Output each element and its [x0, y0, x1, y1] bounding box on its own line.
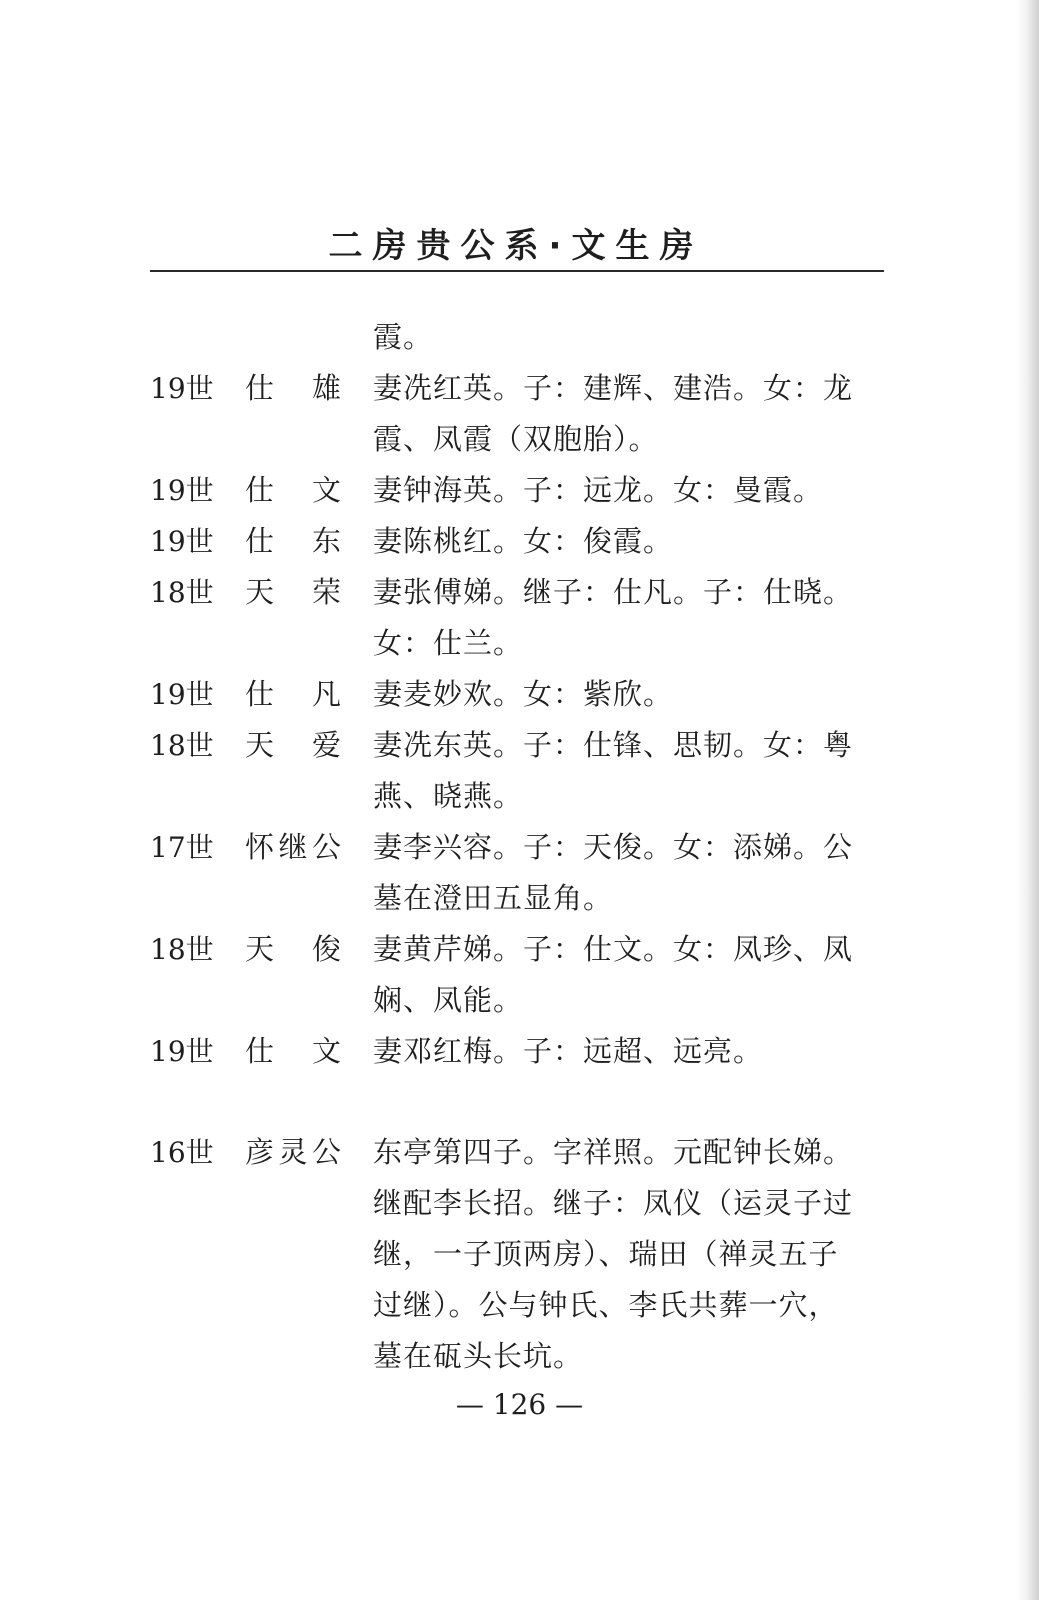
genealogy-entries	[150, 312, 885, 1382]
description-line: 妻陈桃红。女：俊霞。	[373, 524, 674, 558]
genealogy-entry	[150, 822, 885, 924]
name-char: 俊	[311, 932, 341, 966]
generation-label: 19世	[150, 525, 214, 558]
entry-description	[373, 1026, 885, 1077]
page-header-title: 二房贵公系·文生房	[328, 226, 704, 266]
name-char: 仕	[245, 524, 275, 558]
description-line: 墓在澄田五显角。	[373, 881, 614, 915]
description-line: 霞。	[373, 320, 434, 354]
description-line: 妻邓红梅。子：远超、远亮。	[373, 1034, 764, 1068]
genealogy-entry	[150, 669, 885, 720]
name-char: 天	[245, 932, 275, 966]
name-char: 荣	[311, 575, 341, 609]
description-line: 东亭第四子。字祥照。元配钟长娣。	[373, 1135, 854, 1169]
page-edge-shadow	[1017, 0, 1039, 1600]
name-char: 文	[311, 1034, 341, 1068]
entry-description	[373, 720, 885, 822]
continuation-entry	[150, 312, 885, 363]
person-name	[245, 720, 341, 771]
generation-label: 19世	[150, 1035, 214, 1068]
entry-description	[373, 363, 885, 465]
person-name	[245, 516, 341, 567]
description-line: 女：仕兰。	[373, 626, 524, 660]
description-line: 继配李长招。继子：凤仪（运灵子过	[373, 1186, 854, 1220]
entry-description	[373, 1127, 885, 1382]
name-char: 雄	[311, 371, 341, 405]
description-line: 墓在砙头长坑。	[373, 1339, 584, 1373]
header-divider	[150, 270, 884, 272]
person-name	[245, 1127, 341, 1178]
genealogy-entry	[150, 924, 885, 1026]
generation-label: 18世	[150, 729, 214, 762]
entry-description	[373, 669, 885, 720]
genealogy-entry	[150, 567, 885, 669]
name-char: 继	[278, 830, 308, 864]
person-name	[245, 924, 341, 975]
name-char: 彦	[245, 1135, 275, 1169]
entry-description	[373, 516, 885, 567]
person-name	[245, 669, 341, 720]
name-char: 天	[245, 575, 275, 609]
description-line: 妻冼红英。子：建辉、建浩。女：龙	[373, 371, 854, 405]
name-char: 凡	[311, 677, 341, 711]
entry-description	[373, 465, 885, 516]
generation-label: 18世	[150, 933, 214, 966]
name-char: 文	[311, 473, 341, 507]
name-char: 仕	[245, 371, 275, 405]
name-char: 怀	[245, 830, 275, 864]
name-char: 东	[311, 524, 341, 558]
description-line: 继，一子顶两房）、瑞田（禅灵五子	[373, 1237, 839, 1271]
page-number: — 126 —	[455, 1388, 584, 1421]
name-char: 天	[245, 728, 275, 762]
genealogy-entry	[150, 1127, 885, 1382]
generation-label: 16世	[150, 1136, 214, 1169]
description-line: 燕、晓燕。	[373, 779, 524, 813]
name-char: 仕	[245, 677, 275, 711]
name-char: 公	[311, 830, 341, 864]
description-line: 娴、凤能。	[373, 983, 524, 1017]
generation-label: 17世	[150, 831, 214, 864]
generation-label: 19世	[150, 372, 214, 405]
name-char: 公	[311, 1135, 341, 1169]
generation-label: 19世	[150, 678, 214, 711]
description-line: 妻钟海英。子：远龙。女：曼霞。	[373, 473, 824, 507]
description-line: 妻黄芹娣。子：仕文。女：凤珍、凤	[373, 932, 854, 966]
person-name	[245, 822, 341, 873]
genealogy-entry	[150, 465, 885, 516]
genealogy-entry	[150, 516, 885, 567]
name-char: 爱	[311, 728, 341, 762]
genealogy-entry	[150, 1026, 885, 1077]
person-name	[245, 567, 341, 618]
genealogy-entry	[150, 363, 885, 465]
person-name	[245, 465, 341, 516]
entry-description	[373, 567, 885, 669]
entry-description	[373, 312, 885, 363]
entry-description	[373, 822, 885, 924]
description-line: 过继）。公与钟氏、李氏共葬一穴，	[373, 1288, 839, 1322]
description-line: 妻冼东英。子：仕锋、思韧。女：粤	[373, 728, 854, 762]
description-line: 妻麦妙欢。女：紫欣。	[373, 677, 674, 711]
person-name	[245, 1026, 341, 1077]
description-line: 妻李兴容。子：天俊。女：添娣。公	[373, 830, 854, 864]
description-line: 妻张傅娣。继子：仕凡。子：仕晓。	[373, 575, 854, 609]
genealogy-entry	[150, 720, 885, 822]
name-char: 灵	[278, 1135, 308, 1169]
generation-label: 19世	[150, 474, 214, 507]
description-line: 霞、凤霞（双胞胎）。	[373, 422, 659, 456]
name-char: 仕	[245, 473, 275, 507]
entry-description	[373, 924, 885, 1026]
name-char: 仕	[245, 1034, 275, 1068]
person-name	[245, 363, 341, 414]
generation-label: 18世	[150, 576, 214, 609]
